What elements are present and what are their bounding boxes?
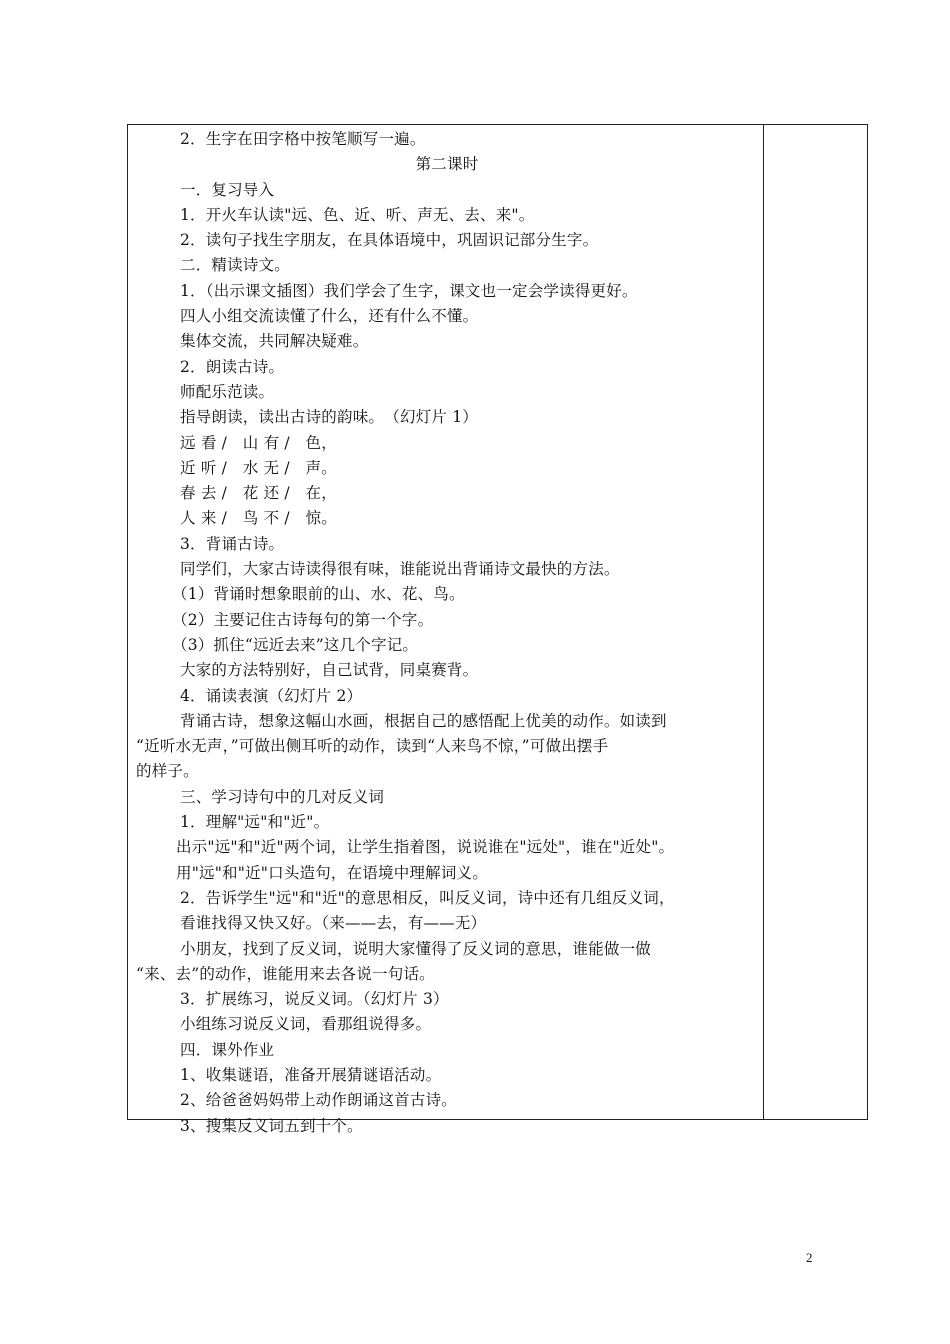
text-line: 1．理解"远"和"近"。 xyxy=(180,813,330,832)
text-line: 四．课外作业 xyxy=(180,1040,275,1059)
text-line: 远 看 / 山 有 / 色， xyxy=(180,433,337,452)
text-line: “近听水无声，”可做出侧耳听的动作，读到“人来鸟不惊，”可做出摆手 xyxy=(136,737,609,756)
text-line: 集体交流，共同解决疑难。 xyxy=(180,332,369,351)
text-line: 2．朗读古诗。 xyxy=(180,357,285,376)
text-line: 用"远"和"近"口头造句，在语境中理解词义。 xyxy=(176,863,488,882)
text-line: （1）背诵时想象眼前的山、水、花、鸟。 xyxy=(172,585,465,604)
text-line: 三、学习诗句中的几对反义词 xyxy=(180,787,385,806)
text-line: 小朋友，找到了反义词，说明大家懂得了反义词的意思，谁能做一做 xyxy=(180,939,652,958)
text-line: 小组练习说反义词，看那组说得多。 xyxy=(180,1015,432,1034)
text-line: 大家的方法特别好，自己试背，同桌赛背。 xyxy=(180,661,479,680)
lesson-content-cell xyxy=(136,127,758,1139)
text-line: 看谁找得又快又好。（来——去，有——无） xyxy=(180,914,487,933)
text-line: （3）抓住“远近去来”这几个字记。 xyxy=(172,635,419,654)
text-line: 的样子。 xyxy=(136,762,199,781)
text-line: 4．诵读表演（幻灯片 2） xyxy=(180,686,363,705)
text-line: 四人小组交流读懂了什么，还有什么不懂。 xyxy=(180,307,479,326)
text-line: 出示"远"和"近"两个词，让学生指着图，说说谁在"远处"，谁在"近处"。 xyxy=(176,838,675,857)
text-line: 近 听 / 水 无 / 声。 xyxy=(180,458,337,477)
text-line: “来、去”的动作，谁能用来去各说一句话。 xyxy=(136,964,435,983)
text-line: 背诵古诗，想象这幅山水画，根据自己的感悟配上优美的动作。如读到 xyxy=(180,711,667,730)
text-line: 1、收集谜语，准备开展猜谜语活动。 xyxy=(180,1065,442,1084)
page-number: 2 xyxy=(806,1250,813,1265)
text-line: 人 来 / 鸟 不 / 惊。 xyxy=(180,509,337,528)
column-divider xyxy=(763,125,764,1119)
text-line: 指导朗读，读出古诗的韵味。 （幻灯片 1） xyxy=(180,408,478,427)
text-line: 1．（出示课文插图）我们学会了生字，课文也一定会学读得更好。 xyxy=(180,281,638,300)
text-line: 2．生字在田字格中按笔顺写一遍。 xyxy=(180,130,426,148)
text-line: 1．开火车认读"远、色、近、听、声无、去、来"。 xyxy=(180,205,535,224)
text-line: 一．复习导入 xyxy=(180,180,275,199)
text-line: 第二课时 xyxy=(415,155,479,174)
text-line: 3．背诵古诗。 xyxy=(180,534,285,553)
lesson-table xyxy=(127,124,868,1135)
text-line: 同学们，大家古诗读得很有味，谁能说出背诵诗文最快的方法。 xyxy=(180,560,620,579)
text-line: 2、给爸爸妈妈带上动作朗诵这首古诗。 xyxy=(180,1091,457,1110)
text-line: （2）主要记住古诗每句的第一个字。 xyxy=(172,610,434,629)
text-line: 春 去 / 花 还 / 在， xyxy=(180,484,337,503)
text-line: 2．读句子找生字朋友，在具体语境中，巩固识记部分生字。 xyxy=(180,231,599,250)
text-line: 3．扩展练习，说反义词。（幻灯片 3） xyxy=(180,990,449,1009)
text-line: 二．精读诗文。 xyxy=(180,256,290,275)
text-line: 师配乐范读。 xyxy=(180,382,275,401)
text-line: 2．告诉学生"远"和"近"的意思相反，叫反义词，诗中还有几组反义词， xyxy=(180,888,675,907)
text-line: 3、搜集反义词五到十个。 xyxy=(180,1116,363,1135)
